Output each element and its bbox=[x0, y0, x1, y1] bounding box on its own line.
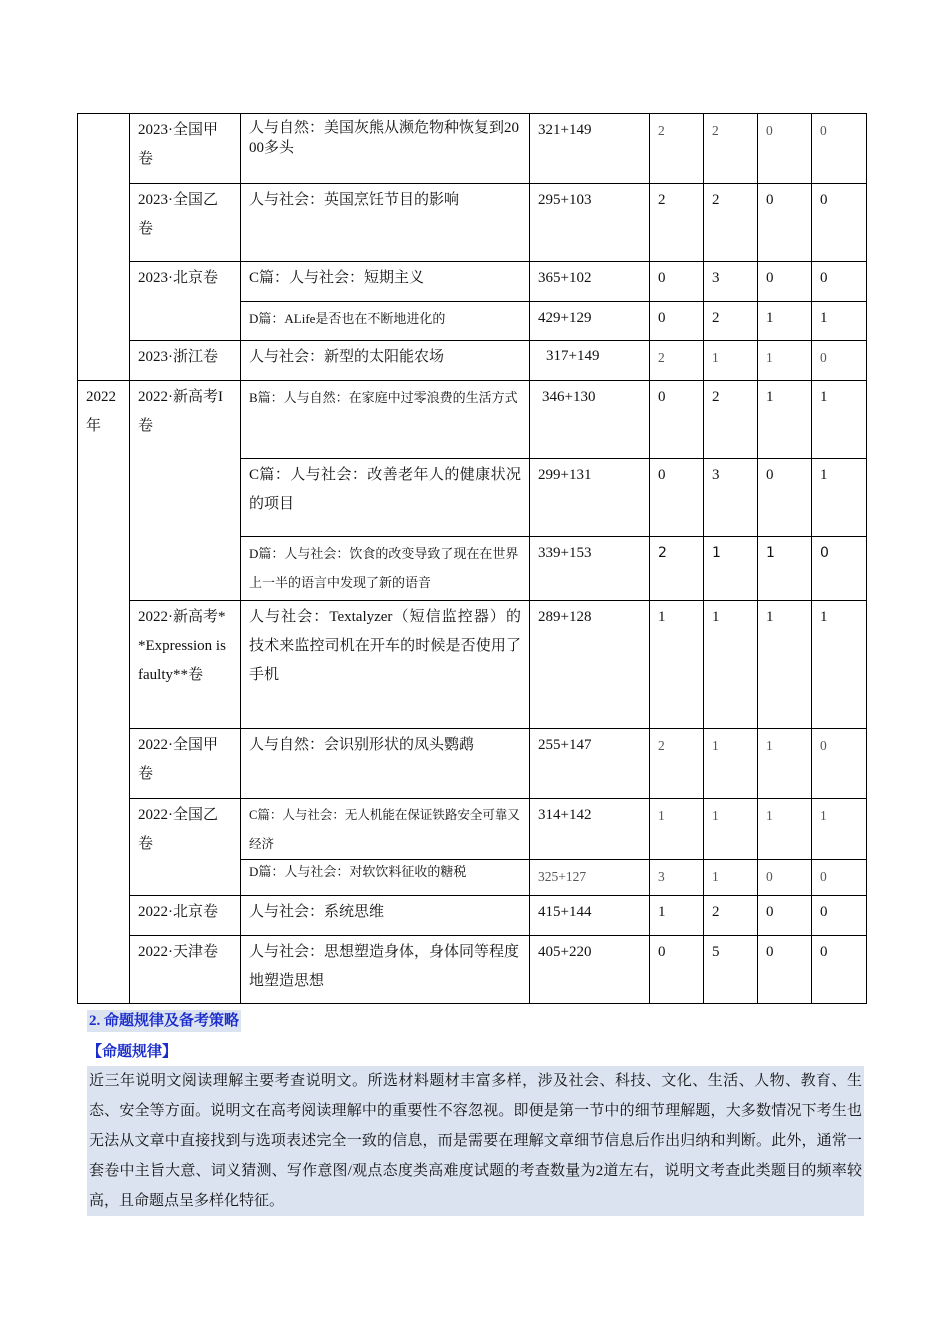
count-cell: 2 bbox=[704, 114, 758, 184]
table-row bbox=[78, 799, 867, 860]
count-cell: 2 bbox=[650, 114, 704, 184]
count-cell: 3 bbox=[650, 860, 704, 896]
count-cell: 3 bbox=[704, 262, 758, 302]
count-cell: 0 bbox=[812, 860, 867, 896]
count-cell: 1 bbox=[704, 601, 758, 729]
table-row bbox=[78, 729, 867, 799]
topic-cell: 人与社会：新型的太阳能农场 bbox=[241, 341, 530, 381]
count-cell: 0 bbox=[650, 459, 704, 537]
table-row bbox=[78, 262, 867, 302]
count-cell: 1 bbox=[758, 537, 812, 601]
count-cell: 3 bbox=[704, 459, 758, 537]
count-cell: 1 bbox=[812, 459, 867, 537]
word-count-cell: 405+220 bbox=[530, 936, 650, 1004]
count-cell: 1 bbox=[812, 302, 867, 341]
word-count-cell: 255+147 bbox=[530, 729, 650, 799]
count-cell: 0 bbox=[758, 459, 812, 537]
topic-cell: D篇：ALife是否也在不断地进化的 bbox=[241, 302, 530, 341]
count-cell: 2 bbox=[704, 381, 758, 459]
table-row bbox=[78, 896, 867, 936]
table-row bbox=[78, 341, 867, 381]
count-cell: 0 bbox=[812, 184, 867, 262]
count-cell: 2 bbox=[650, 184, 704, 262]
paper-cell: 2022·天津卷 bbox=[130, 936, 241, 1004]
word-count-cell: 346+130 bbox=[530, 381, 650, 459]
count-cell: 0 bbox=[650, 262, 704, 302]
topic-cell: D篇：人与社会：对软饮料征收的糖税 bbox=[241, 860, 530, 896]
count-cell: 0 bbox=[812, 341, 867, 381]
paper-cell: 2022·北京卷 bbox=[130, 896, 241, 936]
word-count-cell: 289+128 bbox=[530, 601, 650, 729]
strategy-section bbox=[87, 1010, 864, 1216]
exam-analysis-table bbox=[77, 113, 867, 1004]
count-cell: 2 bbox=[650, 537, 704, 601]
paper-cell: 2023·北京卷 bbox=[130, 262, 241, 341]
paper-cell: 2023·全国乙卷 bbox=[130, 184, 241, 262]
word-count-cell: 429+129 bbox=[530, 302, 650, 341]
count-cell: 5 bbox=[704, 936, 758, 1004]
table-row bbox=[78, 184, 867, 262]
count-cell: 0 bbox=[758, 936, 812, 1004]
count-cell: 1 bbox=[758, 381, 812, 459]
count-cell: 0 bbox=[812, 729, 867, 799]
count-cell: 2 bbox=[704, 184, 758, 262]
topic-cell: D篇：人与社会：饮食的改变导致了现在在世界上一半的语言中发现了新的语音 bbox=[241, 537, 530, 601]
paper-cell: 2023·浙江卷 bbox=[130, 341, 241, 381]
topic-cell: 人与自然：会识别形状的凤头鹦鹉 bbox=[241, 729, 530, 799]
section-subheading: 【命题规律】 bbox=[87, 1044, 178, 1060]
count-cell: 2 bbox=[650, 729, 704, 799]
count-cell: 1 bbox=[812, 799, 867, 860]
count-cell: 0 bbox=[758, 860, 812, 896]
count-cell: 2 bbox=[704, 896, 758, 936]
topic-cell: C篇：人与社会：短期主义 bbox=[241, 262, 530, 302]
section-paragraph: 近三年说明文阅读理解主要考查说明文。所选材料题材丰富多样，涉及社会、科技、文化、生活、人物、教育、生态、安全等方面。说明文在高考阅读理解中的重要性不容忽视。即便是第一节中的细节理解题，大多数情况下考生也无法从文章中直接找到与选项表述完全一致的信息，而是需要在理解文章细节信息后作出归纳和判断。此外，通常一套卷中主旨大意、词义猜测、写作意图/观点态度类高难度试题的考查数量为2道左右，说明文考查此类题目的频率较高，且命题点呈多样化特征。 bbox=[87, 1066, 864, 1216]
count-cell: 1 bbox=[704, 341, 758, 381]
count-cell: 2 bbox=[650, 341, 704, 381]
count-cell: 1 bbox=[812, 601, 867, 729]
word-count-cell: 415+144 bbox=[530, 896, 650, 936]
count-cell: 1 bbox=[758, 799, 812, 860]
count-cell: 1 bbox=[704, 799, 758, 860]
year-cell bbox=[78, 114, 130, 381]
year-cell: 2022年 bbox=[78, 381, 130, 1004]
paper-cell: 2022·全国甲卷 bbox=[130, 729, 241, 799]
count-cell: 0 bbox=[812, 896, 867, 936]
table-row bbox=[78, 601, 867, 729]
topic-cell: 人与社会：英国烹饪节目的影响 bbox=[241, 184, 530, 262]
count-cell: 1 bbox=[758, 729, 812, 799]
count-cell: 1 bbox=[704, 860, 758, 896]
count-cell: 0 bbox=[812, 936, 867, 1004]
topic-cell: C篇：人与社会：无人机能在保证铁路安全可靠又经济 bbox=[241, 799, 530, 860]
paper-cell: 2022·新高考I卷 bbox=[130, 381, 241, 601]
count-cell: 0 bbox=[758, 114, 812, 184]
count-cell: 1 bbox=[812, 381, 867, 459]
table-row bbox=[78, 936, 867, 1004]
count-cell: 0 bbox=[812, 537, 867, 601]
word-count-cell: 299+131 bbox=[530, 459, 650, 537]
count-cell: 1 bbox=[650, 601, 704, 729]
topic-cell: 人与社会：思想塑造身体，身体同等程度地塑造思想 bbox=[241, 936, 530, 1004]
count-cell: 0 bbox=[812, 262, 867, 302]
word-count-cell: 317+149 bbox=[530, 341, 650, 381]
count-cell: 1 bbox=[650, 896, 704, 936]
word-count-cell: 321+149 bbox=[530, 114, 650, 184]
count-cell: 0 bbox=[650, 302, 704, 341]
count-cell: 1 bbox=[704, 537, 758, 601]
topic-cell: B篇：人与自然：在家庭中过零浪费的生活方式 bbox=[241, 381, 530, 459]
count-cell: 0 bbox=[758, 262, 812, 302]
count-cell: 2 bbox=[704, 302, 758, 341]
count-cell: 0 bbox=[812, 114, 867, 184]
count-cell: 0 bbox=[758, 184, 812, 262]
topic-cell: C篇：人与社会：改善老年人的健康状况的项目 bbox=[241, 459, 530, 537]
count-cell: 1 bbox=[704, 729, 758, 799]
word-count-cell: 365+102 bbox=[530, 262, 650, 302]
paper-cell: 2023·全国甲卷 bbox=[130, 114, 241, 184]
count-cell: 0 bbox=[650, 381, 704, 459]
paper-cell: 2022·全国乙卷 bbox=[130, 799, 241, 896]
count-cell: 1 bbox=[758, 302, 812, 341]
table-row bbox=[78, 114, 867, 184]
count-cell: 1 bbox=[650, 799, 704, 860]
topic-cell: 人与社会：系统思维 bbox=[241, 896, 530, 936]
paper-cell: 2022·新高考**Expression is faulty**卷 bbox=[130, 601, 241, 729]
count-cell: 0 bbox=[650, 936, 704, 1004]
word-count-cell: 325+127 bbox=[530, 860, 650, 896]
topic-cell: 人与自然：美国灰熊从濒危物种恢复到2000多头 bbox=[241, 114, 530, 184]
word-count-cell: 295+103 bbox=[530, 184, 650, 262]
count-cell: 1 bbox=[758, 601, 812, 729]
count-cell: 1 bbox=[758, 341, 812, 381]
section-heading: 2. 命题规律及备考策略 bbox=[87, 1010, 241, 1032]
table-row bbox=[78, 381, 867, 459]
count-cell: 0 bbox=[758, 896, 812, 936]
word-count-cell: 314+142 bbox=[530, 799, 650, 860]
word-count-cell: 339+153 bbox=[530, 537, 650, 601]
topic-cell: 人与社会：Textalyzer（短信监控器）的技术来监控司机在开车的时候是否使用了手机 bbox=[241, 601, 530, 729]
